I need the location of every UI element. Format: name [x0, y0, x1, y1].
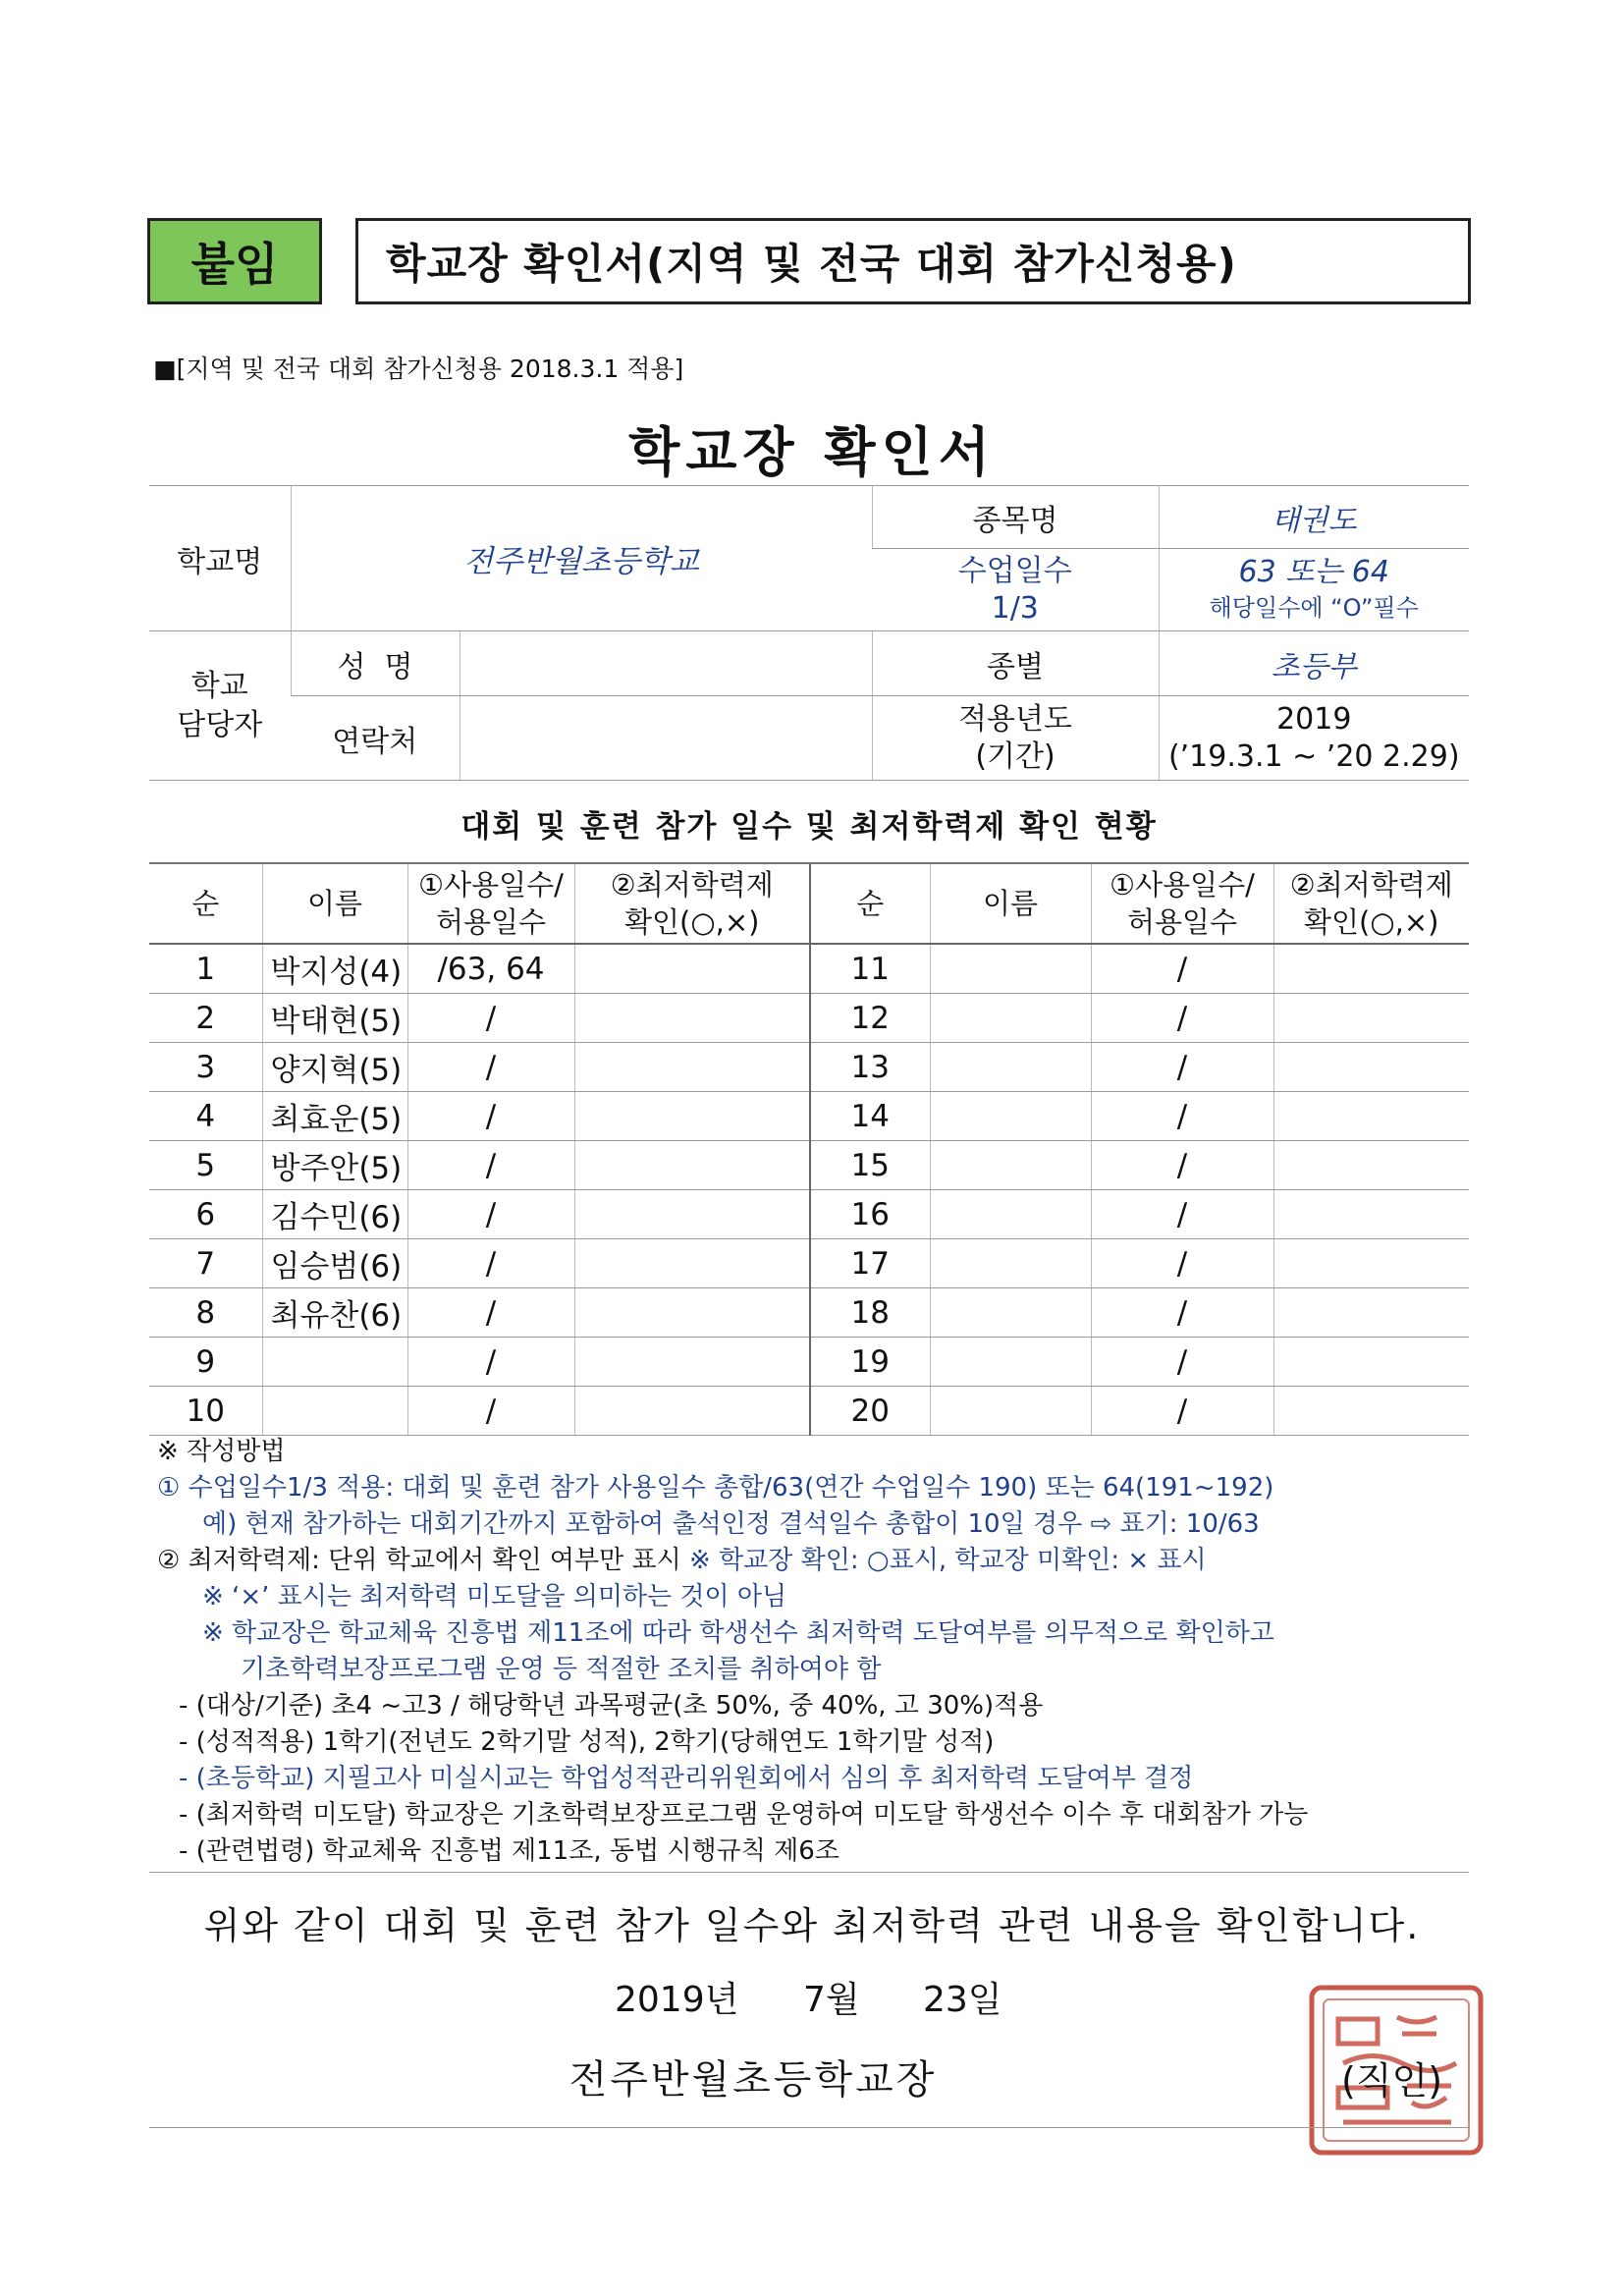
row-check: [574, 1288, 810, 1338]
row-check: [574, 1190, 810, 1239]
note-2: [157, 1543, 1473, 1579]
seal-label: (직인): [1341, 2059, 1443, 2103]
row-days: /: [1091, 1387, 1273, 1436]
row-days: /63, 64: [407, 944, 574, 994]
row-days: /: [407, 1338, 574, 1387]
header-check-line2: 확인(○,×): [1304, 905, 1439, 939]
note-4: ※ 학교장은 학교체육 진흥법 제11조에 따라 학생선수 최저학력 도달여부를 의무적으로 확인하고: [202, 1618, 1274, 1648]
note-3: ※ ‘×’ 표시는 최저학력 미도달을 의미하는 것이 아님: [202, 1582, 787, 1612]
row-days: /: [407, 1043, 574, 1092]
row-no: 19: [810, 1338, 930, 1387]
row-check: [1273, 1141, 1469, 1190]
row-days: /: [1091, 1190, 1273, 1239]
manager-name-value: [460, 631, 872, 696]
row-no: 10: [149, 1387, 262, 1436]
row-name: [930, 1338, 1091, 1387]
header-no: 순: [149, 863, 262, 944]
row-name: [262, 1338, 407, 1387]
roster-table: [149, 862, 1469, 1436]
row-days: /: [407, 1288, 574, 1338]
school-info-table: [149, 485, 1469, 781]
row-no: 17: [810, 1239, 930, 1288]
divider: [149, 1872, 1469, 1873]
row-days: /: [407, 1190, 574, 1239]
row-check: [1273, 1338, 1469, 1387]
detail-3: - (초등학교) 지필고사 미실시교는 학업성적관리위원회에서 심의 후 최저학력 도달여부 결정: [179, 1764, 1194, 1793]
table-row: [149, 1239, 1469, 1288]
table-row: [149, 1092, 1469, 1141]
note-1: ① 수업일수1/3 적용: 대회 및 훈련 참가 사용일수 총합/63(연간 수업일수 190) 또는 64(191~192): [157, 1473, 1274, 1503]
row-name: 최효운(5): [262, 1092, 407, 1141]
school-name-value: 전주반월초등학교: [291, 486, 872, 631]
row-days: /: [1091, 994, 1273, 1043]
row-no: 6: [149, 1190, 262, 1239]
row-name: 방주안(5): [262, 1141, 407, 1190]
table-row: [149, 994, 1469, 1043]
manager-label-line1: 학교: [190, 668, 248, 703]
row-no: 5: [149, 1141, 262, 1190]
row-check: [1273, 1043, 1469, 1092]
division-value: 초등부: [1159, 631, 1469, 696]
note-2-marking: ※ 학교장 확인: ○표시, 학교장 미확인: × 표시: [689, 1546, 1207, 1575]
header-check-line1: ②최저학력제: [610, 868, 774, 902]
header-name: 이름: [262, 863, 407, 944]
row-no: 18: [810, 1288, 930, 1338]
table-row: [149, 1043, 1469, 1092]
row-days: /: [1091, 1338, 1273, 1387]
row-name: [930, 1141, 1091, 1190]
page-title: 학교장 확인서: [628, 421, 996, 483]
header-name: 이름: [930, 863, 1091, 944]
detail-5: - (관련법령) 학교체육 진흥법 제11조, 동법 시행규칙 제6조: [179, 1836, 839, 1866]
row-check: [1273, 1288, 1469, 1338]
year-label-line1: 적용년도: [958, 701, 1072, 737]
row-name: [930, 1190, 1091, 1239]
row-check: [1273, 1190, 1469, 1239]
days-label-line2: 1/3: [991, 590, 1039, 626]
row-name: 김수민(6): [262, 1190, 407, 1239]
section-title: 대회 및 훈련 참가 일수 및 최저학력제 확인 현황: [460, 809, 1158, 845]
table-row: [149, 1387, 1469, 1436]
header-check-line2: 확인(○,×): [624, 905, 760, 939]
table-row: [149, 944, 1469, 994]
row-check: [574, 944, 810, 994]
header-no: 순: [810, 863, 930, 944]
row-no: 4: [149, 1092, 262, 1141]
detail-1: - (대상/기준) 초4 ~고3 / 해당학년 과목평균(초 50%, 중 40%, 고 30%)적용: [179, 1691, 1044, 1721]
row-check: [574, 1239, 810, 1288]
manager-name-label: 성 명: [291, 631, 460, 696]
row-check: [574, 1387, 810, 1436]
event-label: 종목명: [872, 486, 1159, 549]
row-name: [930, 1288, 1091, 1338]
detail-2: - (성적적용) 1학기(전년도 2학기말 성적), 2학기(당해연도 1학기말 성적): [179, 1727, 995, 1757]
row-no: 9: [149, 1338, 262, 1387]
row-name: [930, 1387, 1091, 1436]
row-no: 1: [149, 944, 262, 994]
row-check: [1273, 944, 1469, 994]
row-name: [262, 1387, 407, 1436]
row-no: 13: [810, 1043, 930, 1092]
row-no: 8: [149, 1288, 262, 1338]
row-check: [574, 1141, 810, 1190]
row-name: [930, 1043, 1091, 1092]
row-check: [1273, 1092, 1469, 1141]
row-days: /: [1091, 1141, 1273, 1190]
row-days: /: [407, 1239, 574, 1288]
table-row: [149, 1288, 1469, 1338]
row-no: 16: [810, 1190, 930, 1239]
notes-heading: ※ 작성방법: [157, 1437, 286, 1466]
row-check: [574, 1092, 810, 1141]
row-check: [1273, 1239, 1469, 1288]
row-name: 임승범(6): [262, 1239, 407, 1288]
row-days: /: [407, 1141, 574, 1190]
date-year: 2019년: [615, 1980, 739, 2020]
header-days-line1: ①사용일수/: [418, 868, 564, 902]
table-row: [149, 1141, 1469, 1190]
row-name: 박태현(5): [262, 994, 407, 1043]
note-4-cont: 기초학력보장프로그램 운영 등 적절한 조치를 취하여야 함: [241, 1655, 882, 1684]
row-no: 11: [810, 944, 930, 994]
row-no: 15: [810, 1141, 930, 1190]
row-no: 2: [149, 994, 262, 1043]
row-check: [574, 1338, 810, 1387]
row-name: 양지혁(5): [262, 1043, 407, 1092]
row-check: [1273, 994, 1469, 1043]
confirmation-statement: 위와 같이 대회 및 훈련 참가 일수와 최저학력 관련 내용을 확인합니다.: [203, 1904, 1421, 1947]
row-check: [574, 994, 810, 1043]
divider: [149, 2127, 1469, 2128]
row-days: /: [1091, 944, 1273, 994]
applicability-note: ■[지역 및 전국 대회 참가신청용 2018.3.1 적용]: [153, 355, 684, 383]
row-days: /: [1091, 1092, 1273, 1141]
row-check: [1273, 1387, 1469, 1436]
date-month: 7월: [803, 1980, 860, 2020]
header-check-line1: ②최저학력제: [1289, 868, 1453, 902]
row-name: 최유찬(6): [262, 1288, 407, 1338]
row-days: /: [407, 994, 574, 1043]
days-value: 63 또는 64: [1238, 554, 1389, 589]
row-days: /: [1091, 1239, 1273, 1288]
row-days: /: [1091, 1288, 1273, 1338]
year-value: 2019: [1276, 701, 1352, 737]
date-day: 23일: [923, 1980, 1002, 2020]
school-name-label: 학교명: [149, 486, 291, 631]
row-check: [574, 1043, 810, 1092]
row-name: [930, 994, 1091, 1043]
days-note: 해당일수에 “O”필수: [1209, 593, 1419, 622]
header-days-line1: ①사용일수/: [1110, 868, 1255, 902]
manager-contact-label: 연락처: [291, 696, 460, 781]
row-no: 20: [810, 1387, 930, 1436]
row-no: 7: [149, 1239, 262, 1288]
detail-4: - (최저학력 미도달) 학교장은 기초학력보장프로그램 운영하여 미도달 학생선수 이수 후 대회참가 가능: [179, 1800, 1309, 1830]
principal-signer: 전주반월초등학교장: [568, 2057, 938, 2103]
row-name: [930, 944, 1091, 994]
row-no: 3: [149, 1043, 262, 1092]
row-name: 박지성(4): [262, 944, 407, 994]
row-no: 12: [810, 994, 930, 1043]
row-days: /: [1091, 1043, 1273, 1092]
table-row: [149, 1338, 1469, 1387]
row-no: 14: [810, 1092, 930, 1141]
roster-header-row: [149, 863, 1469, 944]
row-name: [930, 1239, 1091, 1288]
division-label: 종별: [872, 631, 1159, 696]
manager-contact-value: [460, 696, 872, 781]
year-label-line2: (기간): [975, 738, 1056, 774]
manager-label-line2: 담당자: [177, 707, 263, 742]
days-label-line1: 수업일수: [957, 553, 1072, 588]
row-name: [930, 1092, 1091, 1141]
note-2-text: ② 최저학력제: 단위 학교에서 확인 여부만 표시: [157, 1546, 690, 1575]
year-period: (’19.3.1 ~ ’20 2.29): [1167, 738, 1460, 774]
document-header-title: 학교장 확인서(지역 및 전국 대회 참가신청용): [355, 218, 1471, 304]
event-value: 태권도: [1159, 486, 1469, 549]
header-days-line2: 허용일수: [1126, 905, 1238, 939]
attachment-tag: 붙임: [147, 218, 322, 304]
row-days: /: [407, 1092, 574, 1141]
table-row: [149, 1190, 1469, 1239]
writing-instructions: [157, 1434, 1473, 1870]
row-days: /: [407, 1387, 574, 1436]
header-days-line2: 허용일수: [435, 905, 547, 939]
note-1-example: 예) 현재 참가하는 대회기간까지 포함하여 출석인정 결석일수 총합이 10일 경우 ⇨ 표기: 10/63: [202, 1509, 1260, 1539]
